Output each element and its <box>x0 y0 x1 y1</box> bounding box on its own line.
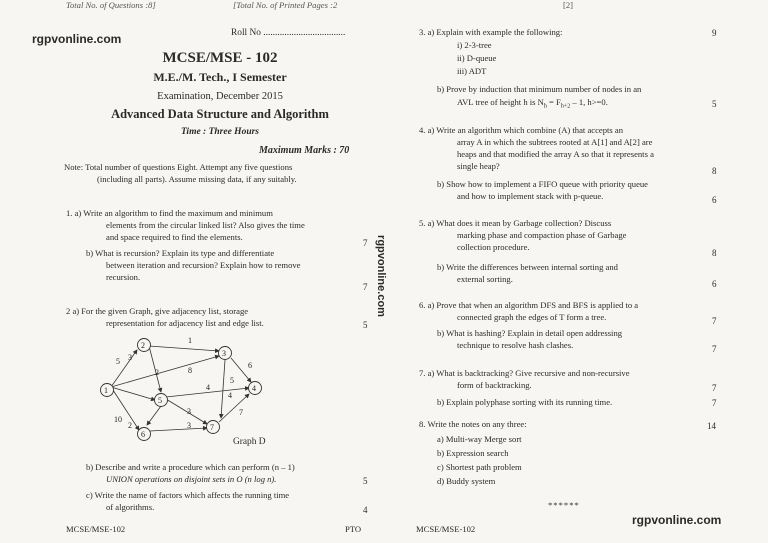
q7a-marks: 7 <box>712 383 717 393</box>
graph-edge-label: 4 <box>228 391 232 400</box>
q7b-line-1: b) Explain polyphase sorting with its running time. <box>437 397 613 407</box>
q1b-marks: 7 <box>363 282 368 292</box>
q5b-marks: 6 <box>712 279 717 289</box>
q2a-marks: 5 <box>363 320 368 330</box>
q3-item-2: ii) D-queue <box>457 53 497 63</box>
graph-edge-label: 5 <box>230 376 234 385</box>
graph-node-1: 1 <box>104 386 108 395</box>
graph-caption: Graph D <box>233 437 266 447</box>
q5b-line-2: external sorting. <box>457 274 513 284</box>
footer-code-left: MCSE/MSE-102 <box>66 524 126 534</box>
q6b-marks: 7 <box>712 344 717 354</box>
q2c-line-2: of algorithms. <box>106 502 155 512</box>
q7a-line-1: 7. a) What is backtracking? Give recursive and non-recursive <box>419 368 630 378</box>
q2b-line-2: UNION operations on disjoint sets in O (n log n). <box>106 474 277 484</box>
graph-node-5: 5 <box>158 396 162 405</box>
q2c-line-1: c) Write the name of factors which affects the running time <box>86 490 290 500</box>
q4a-marks: 8 <box>712 166 717 176</box>
q6a-line-1: 6. a) Prove that when an algorithm DFS and BFS is applied to a <box>419 300 639 310</box>
q3-item-3: iii) ADT <box>457 66 487 76</box>
graph-edge-label: 8 <box>188 366 192 375</box>
graph-node-3: 3 <box>222 349 226 358</box>
q1a-marks: 7 <box>363 238 368 248</box>
footer-pto: PTO <box>345 524 362 534</box>
q2b-line-1: b) Describe and write a procedure which can perform (n – 1) <box>86 462 295 472</box>
roll-no: Roll No ................................... <box>231 28 346 38</box>
q8-marks: 14 <box>707 421 716 431</box>
q4b-line-2: and how to implement stack with p-queue. <box>457 191 604 201</box>
total-pages: [Total No. of Printed Pages :2 <box>233 0 338 10</box>
q4b-line-1: b) Show how to implement a FIFO queue with priority queue <box>437 179 648 189</box>
q5a-marks: 8 <box>712 248 717 258</box>
q5a-line-1: 5. a) What does it mean by Garbage collection? Discuss <box>419 218 612 228</box>
q4b-marks: 6 <box>712 195 717 205</box>
q1a-line-2: elements from the circular linked list? Also gives the time <box>106 220 305 230</box>
graph-edge-label: 10 <box>114 415 122 424</box>
q1b-line-2: between iteration and recursion? Explain how to remove <box>106 260 301 270</box>
q7a-line-2: form of backtracking. <box>457 380 532 390</box>
graph-d-figure <box>95 330 270 445</box>
q3a-marks: 9 <box>712 28 717 38</box>
time-allowed: Time : Three Hours <box>180 127 260 137</box>
total-questions: Total No. of Questions :8] <box>66 0 156 10</box>
q2a-line-2: representation for adjacency list and edge list. <box>106 318 264 328</box>
q8-item-d: d) Buddy system <box>437 476 496 486</box>
exam-session: Examination, December 2015 <box>157 91 283 102</box>
q8-item-a: a) Multi-way Merge sort <box>437 434 522 444</box>
q6a-marks: 7 <box>712 316 717 326</box>
q6a-line-2: connected graph the edges of T form a tree. <box>457 312 607 322</box>
graph-edge-label: 6 <box>248 361 252 370</box>
site-watermark-bottom: rgpvonline.com <box>632 513 722 527</box>
q1b-line-3: recursion. <box>106 272 141 282</box>
q3a-line: 3. a) Explain with example the following: <box>419 27 563 37</box>
graph-edge-label: 5 <box>116 357 120 366</box>
graph-node-7: 7 <box>210 423 214 432</box>
q5b-line-1: b) Write the differences between internal sorting and <box>437 262 618 272</box>
subject-title: Advanced Data Structure and Algorithm <box>111 107 329 121</box>
q2c-marks: 4 <box>363 505 368 515</box>
q4a-line-2: array A in which the subtrees rooted at A[1] and A[2] are <box>457 137 653 147</box>
q3b-marks: 5 <box>712 99 717 109</box>
graph-node-6: 6 <box>141 430 145 439</box>
q4a-line-1: 4. a) Write an algorithm which combine (A) that accepts an <box>419 125 624 135</box>
graph-edge-label: 3 <box>128 353 132 362</box>
note-line-1: Note: Total number of questions Eight. Attempt any five questions <box>64 162 293 172</box>
degree: M.E./M. Tech., I Semester <box>153 70 287 84</box>
max-marks: Maximum Marks : 70 <box>259 145 350 156</box>
graph-edge-label: 4 <box>206 383 210 392</box>
graph-edge-label: 3 <box>187 407 191 416</box>
q2b-marks: 5 <box>363 476 368 486</box>
paper-code: MCSE/MSE - 102 <box>162 50 278 66</box>
q8-head: 8. Write the notes on any three: <box>419 419 527 429</box>
q3b-line-2: AVL tree of height h is $N_h = F_{h+2} - 1$, h>=0. <box>457 97 608 110</box>
page-number: [2] <box>563 0 574 10</box>
graph-edge-label: 2 <box>155 368 159 377</box>
site-watermark-left: rgpvonline.com <box>32 32 122 46</box>
q3-item-1: i) 2-3-tree <box>457 40 492 50</box>
graph-node-4: 4 <box>252 384 256 393</box>
graph-edge-label: 1 <box>188 336 192 345</box>
q3b-line-1: b) Prove by induction that minimum number of nodes in an <box>437 84 642 94</box>
q1b-line-1: b) What is recursion? Explain its type and differentiate <box>86 248 275 258</box>
q8-item-c: c) Shortest path problem <box>437 462 522 472</box>
graph-edge-label: 3 <box>187 421 191 430</box>
footer-code-right: MCSE/MSE-102 <box>416 524 476 534</box>
q4a-line-4: single heap? <box>457 161 500 171</box>
q8-item-b: b) Expression search <box>437 448 509 458</box>
end-stars: ****** <box>548 500 580 510</box>
q5a-line-2: marking phase and compaction phase of Garbage <box>457 230 627 240</box>
graph-node-2: 2 <box>141 341 145 350</box>
q4a-line-3: heaps and that modified the array A so that it represents a <box>457 149 654 159</box>
q2a-line-1: 2 a) For the given Graph, give adjacency list, storage <box>66 306 249 316</box>
q5a-line-3: collection procedure. <box>457 242 530 252</box>
note-line-2: (including all parts). Assume missing data, if any suitably. <box>97 174 297 184</box>
site-watermark-vertical: rgpvonline.com <box>375 235 387 317</box>
q1a-line-3: and space required to find the elements. <box>106 232 243 242</box>
graph-edge-label: 7 <box>239 408 243 417</box>
q6b-line-2: technique to resolve hash clashes. <box>457 340 574 350</box>
q6b-line-1: b) What is hashing? Explain in detail open addressing <box>437 328 623 338</box>
q1a-line-1: 1. a) Write an algorithm to find the maximum and minimum <box>66 208 273 218</box>
q7b-marks: 7 <box>712 398 717 408</box>
graph-edge-label: 2 <box>128 421 132 430</box>
